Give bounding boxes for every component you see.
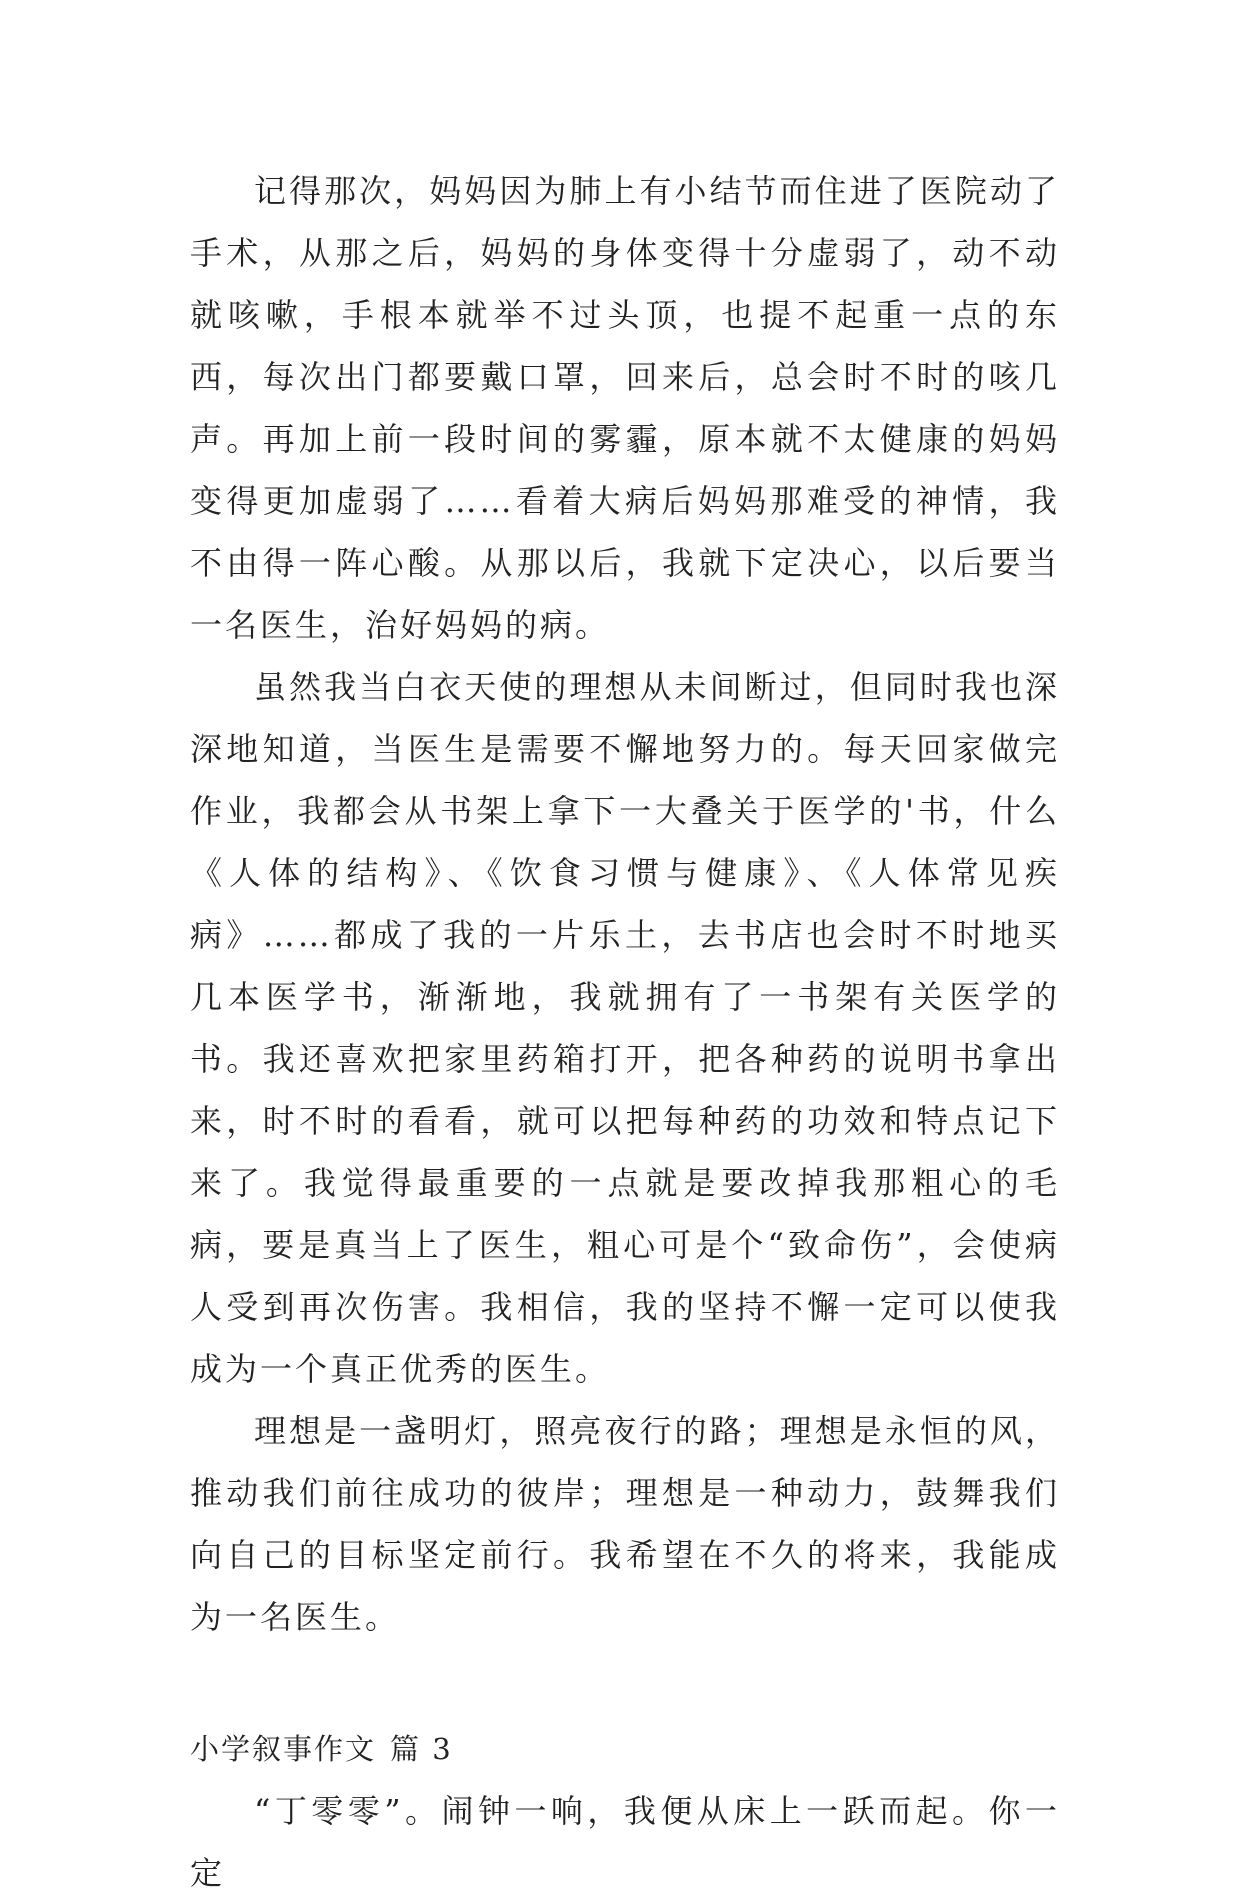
paragraph-mother-illness: 记得那次，妈妈因为肺上有小结节而住进了医院动了手术，从那之后，妈妈的身体变得十分虚弱了，动不动就咳嗽，手根本就举不过头顶，也提不起重一点的东西，每次出门都要戴口罩，回来后，总会时不时的咳几声。再加上前一段时间的雾霾，原本就不太健康的妈妈变得更加虚弱了……看着大病后妈妈那难受的神情，我不由得一阵心酸。从那以后，我就下定决心，以后要当一名医生，治好妈妈的病。 [190, 172, 1060, 644]
document-body [190, 160, 1060, 1904]
section-heading-title: 小学叙事作文 [190, 1732, 377, 1766]
paragraph-studying-medicine: 虽然我当白衣天使的理想从未间断过，但同时我也深深地知道，当医生是需要不懈地努力的。每天回家做完作业，我都会从书架上拿下一大叠关于医学的'书，什么《人体的结构》、《饮食习惯与健康》、《人体常见疾病》……都成了我的一片乐土，去书店也会时不时地买几本医学书，渐渐地，我就拥有了一书架有关医学的书。我还喜欢把家里药箱打开，把各种药的说明书拿出来，时不时的看看，就可以把每种药的功效和特点记下来了。我觉得最重要的一点就是要改掉我那粗心的毛病，要是真当上了医生，粗心可是个“致命伤”，会使病人受到再次伤害。我相信，我的坚持不懈一定可以使我成为一个真正优秀的医生。 [190, 668, 1060, 1388]
paragraph-ideal-conclusion: 理想是一盏明灯，照亮夜行的路；理想是永恒的风，推动我们前往成功的彼岸；理想是一种动力，鼓舞我们向自己的目标坚定前行。我希望在不久的将来，我能成为一名医生。 [190, 1412, 1060, 1636]
section-heading-label: 篇 3 [390, 1732, 453, 1766]
section-heading [190, 1718, 1060, 1780]
paragraph-alarm-clock: “丁零零”。闹钟一响，我便从床上一跃而起。你一定 [190, 1792, 1060, 1892]
